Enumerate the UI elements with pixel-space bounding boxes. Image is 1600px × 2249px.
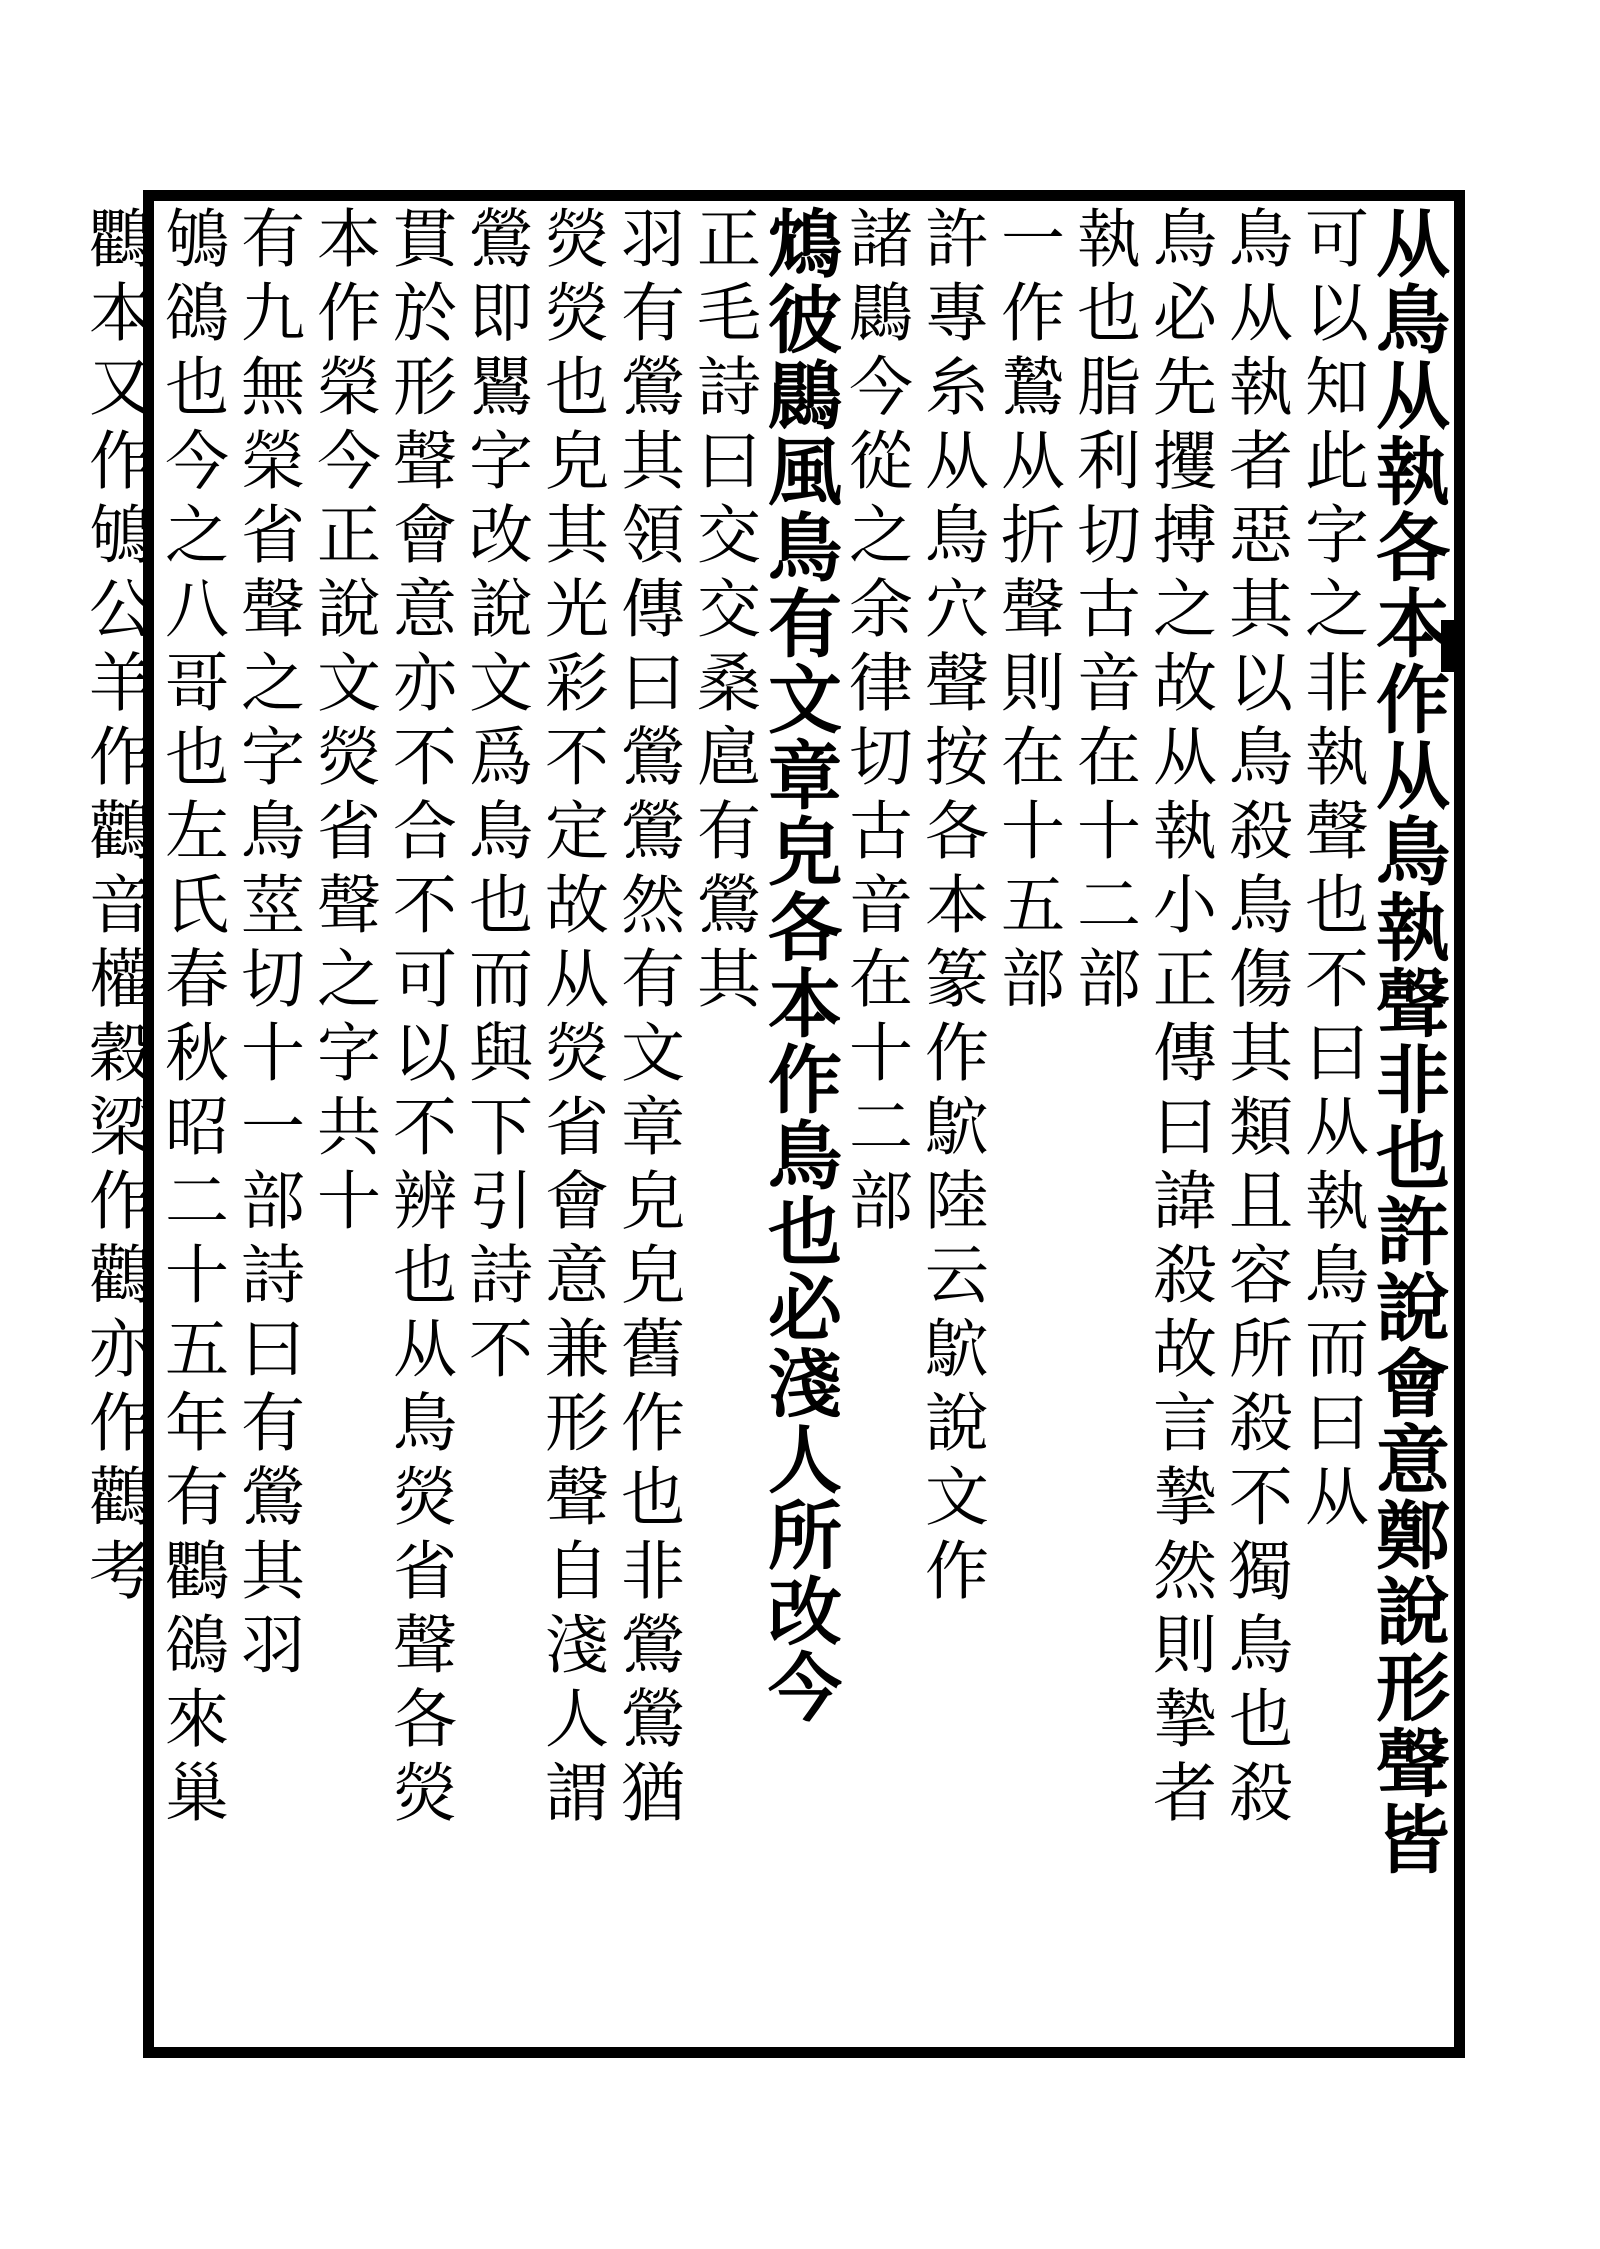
text-column-6: 一作鷙从折聲則在十五部 (990, 205, 1064, 1019)
text-column-17: 鴝鵒也今之八哥也左氏春秋昭二十五年有鸜鵒來巢 (154, 205, 228, 1833)
text-columns (78, 205, 1450, 2040)
text-column-10: 正毛詩曰交交桑扈有鶯其 (686, 205, 760, 1019)
text-column-5: 執也脂利切古音在十二部 (1066, 205, 1140, 1019)
text-column-1: 从鳥从執各本作从鳥執聲非也許說會意鄭說形聲皆 (1364, 205, 1450, 1877)
text-column-7: 許專糸从鳥穴聲按各本篆作鴥陸云鴥說文作 (914, 205, 988, 1611)
text-column-9: 鴆彼鷐風鳥有文章皃各本作鳥也必淺人所改今 (756, 205, 842, 1725)
text-column-8: 諸鷐今從之余律切古音在十二部 (838, 205, 912, 1241)
text-column-14: 貫於形聲會意亦不合不可以不辨也从鳥熒省聲各熒 (382, 205, 456, 1833)
text-column-15: 本作榮今正說文熒省聲之字共十 (306, 205, 380, 1241)
text-column-18: 鸜本又作鴝公羊作鸛音權穀梁作鸛亦作鸛考 (78, 205, 152, 1611)
text-column-2: 可以知此字之非執聲也不曰从執鳥而曰从 (1294, 205, 1368, 1537)
text-column-4: 鳥必先攫搏之故从執小正傳曰諱殺故言摯然則摯者 (1142, 205, 1216, 1833)
text-column-16: 有九無榮省聲之字鳥莖切十一部詩曰有鶯其羽 (230, 205, 304, 1685)
text-column-12: 熒熒也皃其光彩不定故从熒省會意兼形聲自淺人謂 (534, 205, 608, 1833)
text-column-3: 鳥从執者惡其以鳥殺鳥傷其類且容所殺不獨鳥也殺 (1218, 205, 1292, 1833)
text-column-11: 羽有鶯其領傳曰鶯鶯然有文章皃皃舊作也非鶯鶯猶 (610, 205, 684, 1833)
text-column-13: 鶯即鸎字改說文爲鳥也而與下引詩不 (458, 205, 532, 1389)
